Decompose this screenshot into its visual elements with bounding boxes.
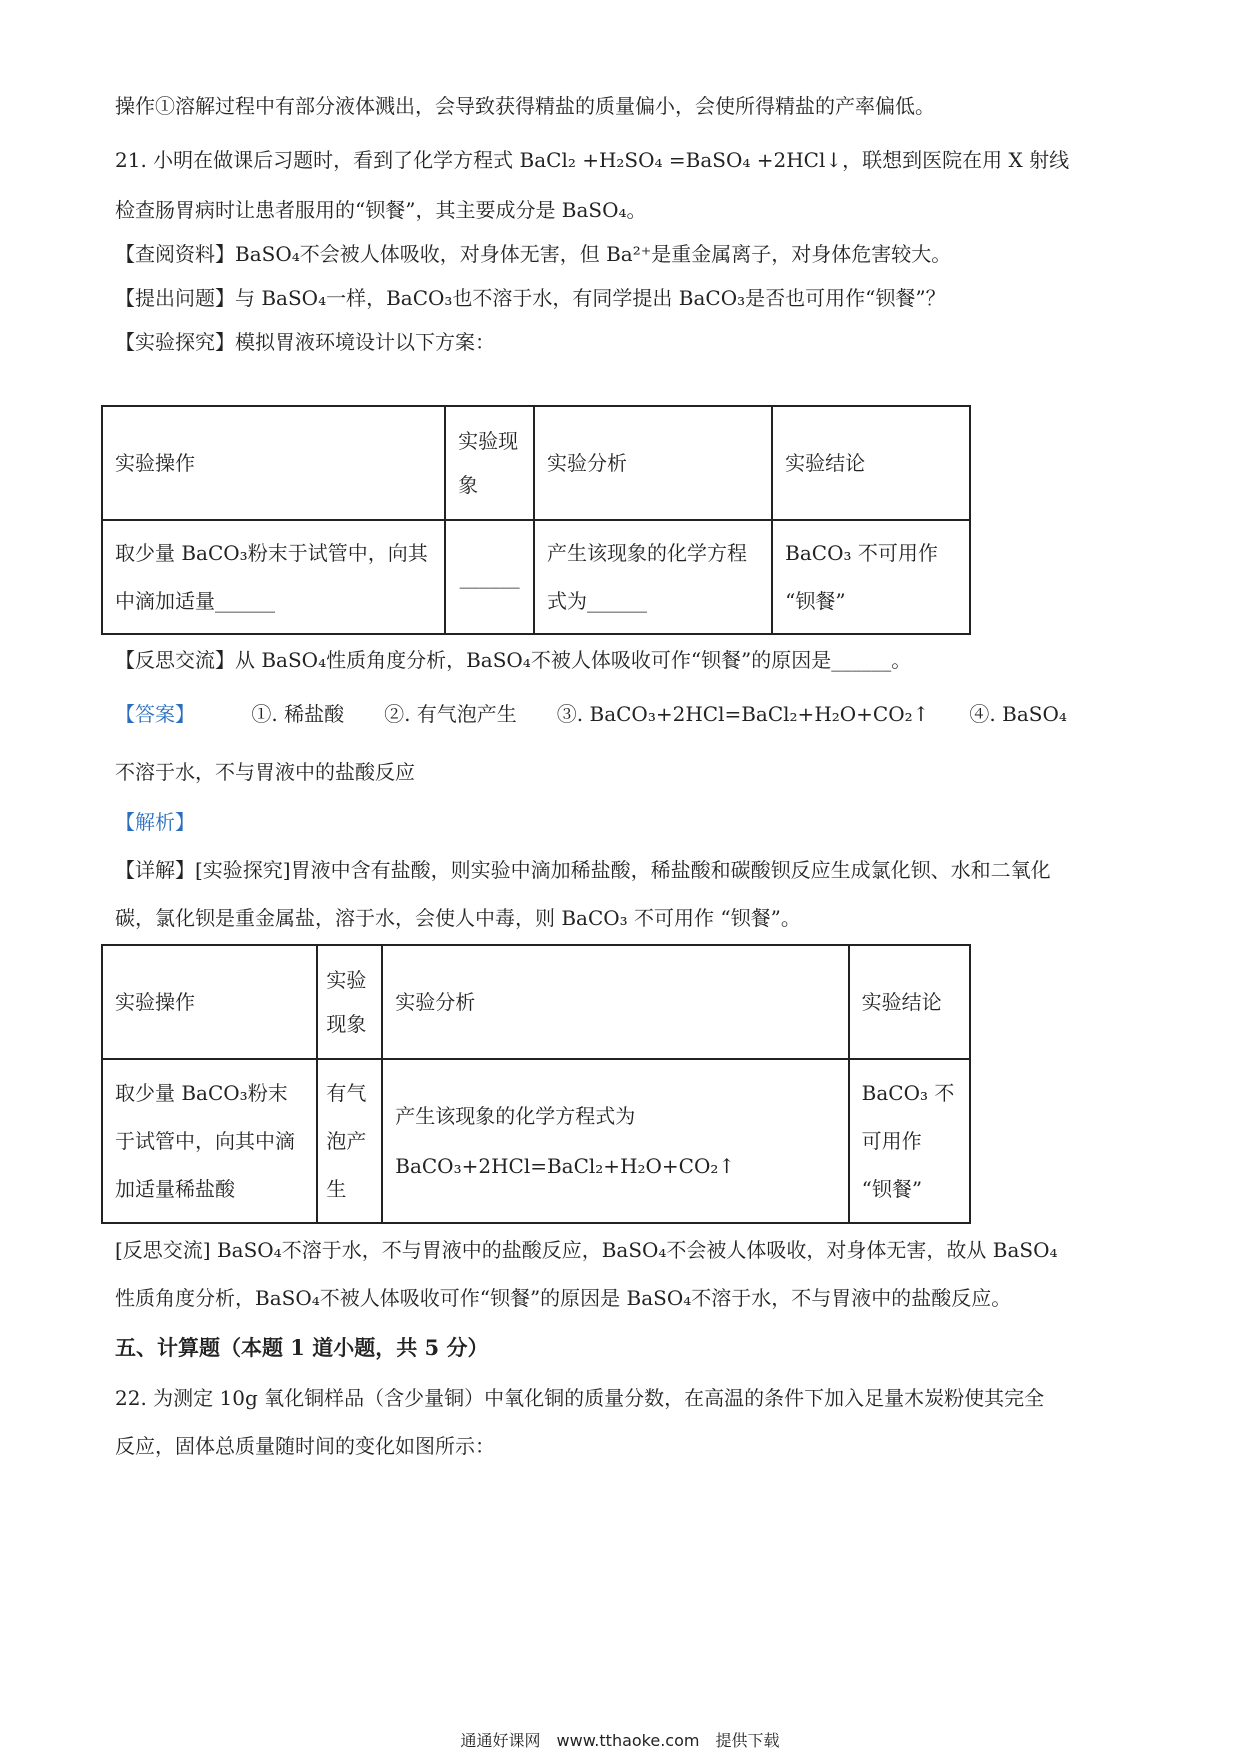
table-header: 实验现象 — [445, 406, 534, 520]
paragraph-line: [反思交流] BaSO₄不溶于水，不与胃液中的盐酸反应，BaSO₄不会被人体吸收，对身体无害，故从 BaSO₄ — [115, 1238, 1058, 1262]
experiment-table-1 — [101, 405, 971, 635]
table-cell: BaCO₃ 不可用作 “钡餐” — [849, 1059, 970, 1223]
answer-tag: 【答案】 — [115, 702, 195, 726]
table-header: 实验结论 — [849, 945, 970, 1059]
paragraph-line: 【反思交流】从 BaSO₄性质角度分析，BaSO₄不被人体吸收可作“钡餐”的原因是______。 — [115, 648, 912, 672]
question-22-line: 22. 为测定 10g 氧化铜样品（含少量铜）中氧化铜的质量分数，在高温的条件下加入足量木炭粉使其完全 — [115, 1386, 1045, 1410]
paragraph-line: 【提出问题】与 BaSO₄一样，BaCO₃也不溶于水，有同学提出 BaCO₃是否也可用作“钡餐”？ — [115, 286, 946, 310]
table-cell: 取少量 BaCO₃粉末于试管中，向其中滴加适量稀盐酸 — [102, 1059, 317, 1223]
section-heading: 五、计算题（本题 1 道小题，共 5 分） — [115, 1335, 489, 1360]
table-header: 实验操作 — [102, 945, 317, 1059]
table-header: 实验分析 — [382, 945, 848, 1059]
equation: BaCO₃+2HCl=BaCl₂+H₂O+CO₂↑ — [395, 1154, 736, 1178]
table-header: 实验现象 — [317, 945, 382, 1059]
analysis-text: 产生该现象的化学方程式为 — [395, 1104, 636, 1128]
paragraph-line: 【详解】[实验探究]胃液中含有盐酸，则实验中滴加稀盐酸，稀盐酸和碳酸钡反应生成氯化钡、水和二氧化 — [115, 858, 1051, 882]
paragraph-line: 性质角度分析，BaSO₄不被人体吸收可作“钡餐”的原因是 BaSO₄不溶于水，不与胃液中的盐酸反应。 — [115, 1286, 1012, 1310]
table-cell: 产生该现象的化学方程式为______ — [534, 520, 772, 634]
footer-watermark: 通通好课网 www.tthaoke.com 提供下载 — [460, 1731, 780, 1750]
table-cell — [382, 1059, 848, 1223]
paragraph-line: 检查肠胃病时让患者服用的“钡餐”，其主要成分是 BaSO₄。 — [115, 198, 647, 222]
paragraph-line: 反应，固体总质量随时间的变化如图所示： — [115, 1434, 495, 1458]
question-21-line: 21. 小明在做课后习题时，看到了化学方程式 BaCl₂ +H₂SO₄ =BaSO₄ +2HCl↓，联想到医院在用 X 射线 — [115, 148, 1070, 172]
paragraph-line: 碳，氯化钡是重金属盐，溶于水，会使人中毒，则 BaCO₃ 不可用作 “钡餐”。 — [115, 906, 801, 930]
table-header: 实验分析 — [534, 406, 772, 520]
analysis-tag: 【解析】 — [115, 810, 195, 834]
table-header: 实验结论 — [772, 406, 970, 520]
paragraph-line: 【查阅资料】BaSO₄不会被人体吸收，对身体无害，但 Ba²⁺是重金属离子，对身体危害较大。 — [115, 242, 952, 266]
table-header: 实验操作 — [102, 406, 445, 520]
paragraph-line: 【实验探究】模拟胃液环境设计以下方案： — [115, 330, 495, 354]
answer-items: ①. 稀盐酸 ②. 有气泡产生 ③. BaCO₃+2HCl=BaCl₂+H₂O+CO₂↑ ④. BaSO₄ — [251, 702, 1067, 726]
table-cell: 取少量 BaCO₃粉末于试管中，向其中滴加适量______ — [102, 520, 445, 634]
table-cell: BaCO₃ 不可用作 “钡餐” — [772, 520, 970, 634]
paragraph-line: 操作①溶解过程中有部分液体溅出，会导致获得精盐的质量偏小，会使所得精盐的产率偏低。 — [115, 94, 935, 118]
experiment-table-2 — [101, 944, 971, 1224]
answer-line — [115, 700, 1067, 728]
table-cell: 有气泡产生 — [317, 1059, 382, 1223]
table-cell: ______ — [445, 520, 534, 634]
paragraph-line: 不溶于水，不与胃液中的盐酸反应 — [115, 760, 415, 784]
